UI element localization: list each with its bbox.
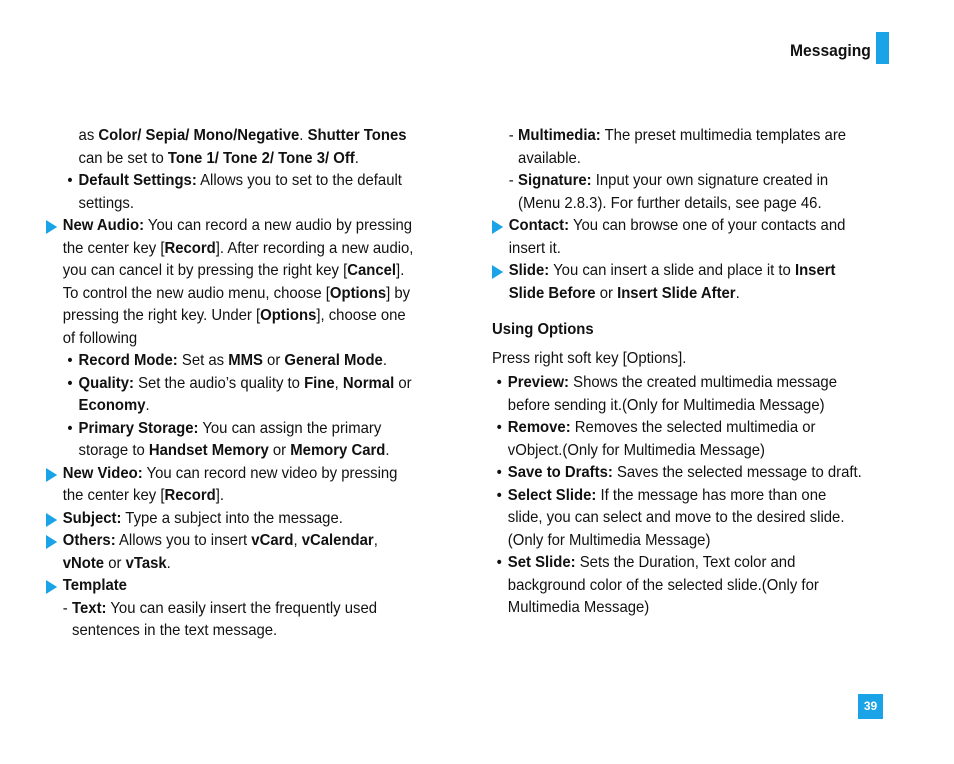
bullet-icon: • (67, 374, 73, 392)
arrow-bullet-icon (46, 580, 57, 594)
dash-marker: - (508, 127, 514, 144)
list-item-select-slide: • Select Slide: If the message has more than one slide, you can select and move to the desired slide.(Only for Multimedia Message) (496, 486, 845, 549)
arrow-bullet-icon (46, 535, 57, 549)
list-item-save-to-drafts: • Save to Drafts: Saves the selected message to draft. (497, 462, 864, 485)
list-item-multimedia: - Multimedia: The preset multimedia templates are available. (508, 127, 847, 167)
bullet-icon: • (496, 464, 502, 481)
list-item-slide: Slide: You can insert a slide and place it to Insert Slide Before or Insert Slide After. (492, 260, 864, 305)
arrow-bullet-icon (492, 220, 503, 234)
using-options-intro: Press right soft key [Options]. (492, 349, 687, 367)
list-item-template: Template (46, 575, 418, 598)
list-item-new-audio: New Audio: You can record a new audio by pressing the center key [Record]. After recording a new audio, you can cancel it by pressing the right key [Cancel]. To control the new audio menu, choose [Options] by pressing the right key. Under [Options], choose one of following (46, 215, 418, 350)
arrow-bullet-icon (492, 265, 503, 279)
list-item-preview: • Preview: Shows the created multimedia message before sending it.(Only for Multimedia Message) (496, 374, 837, 414)
bullet-icon: • (67, 352, 73, 369)
arrow-bullet-icon (46, 220, 57, 234)
continuation-text: as Color/ Sepia/ Mono/Negative. Shutter Tones can be set to Tone 1/ Tone 2/ Tone 3/ Off. (78, 127, 407, 167)
right-column (492, 125, 892, 620)
dash-marker: - (508, 172, 514, 189)
left-column (46, 125, 446, 643)
list-item-contact: Contact: You can browse one of your contacts and insert it. (492, 215, 864, 260)
arrow-bullet-icon (46, 513, 57, 527)
bullet-icon: • (496, 486, 502, 504)
dash-marker: - (62, 599, 68, 617)
subheading-using-options: Using Options (492, 321, 594, 338)
bullet-icon: • (496, 419, 502, 436)
page-number-badge: 39 (858, 694, 883, 719)
list-item-record-mode: • Record Mode: Set as MMS or General Mode. (67, 350, 418, 373)
arrow-bullet-icon (46, 468, 57, 482)
list-item-primary-storage: • Primary Storage: You can assign the primary storage to Handset Memory or Memory Card. (67, 419, 390, 459)
bullet-icon: • (67, 172, 73, 189)
section-title: Messaging (790, 41, 871, 60)
bullet-icon: • (496, 374, 502, 391)
list-item-others: Others: Allows you to insert vCard, vCalendar, vNote or vTask. (46, 530, 418, 575)
list-item-quality: • Quality: Set the audio’s quality to Fine, Normal or Economy. (67, 374, 412, 414)
bullet-icon: • (496, 554, 502, 571)
list-item-set-slide: • Set Slide: Sets the Duration, Text color and background color of the selected slide.(Only for Multimedia Message) (496, 554, 819, 616)
list-item-subject: Subject: Type a subject into the message. (46, 508, 418, 531)
list-item-text: - Text: You can easily insert the frequently used sentences in the text message. (62, 599, 377, 639)
list-item-new-video: New Video: You can record new video by pressing the center key [Record]. (46, 463, 418, 508)
list-item-default-settings: • Default Settings: Allows you to set to the default settings. (67, 172, 402, 212)
bullet-icon: • (67, 419, 73, 437)
list-item-signature: - Signature: Input your own signature created in (Menu 2.8.3). For further details, see page 46. (508, 172, 829, 212)
list-item-remove: • Remove: Removes the selected multimedia or vObject.(Only for Multimedia Message) (496, 419, 816, 459)
section-marker-bar (876, 32, 889, 64)
